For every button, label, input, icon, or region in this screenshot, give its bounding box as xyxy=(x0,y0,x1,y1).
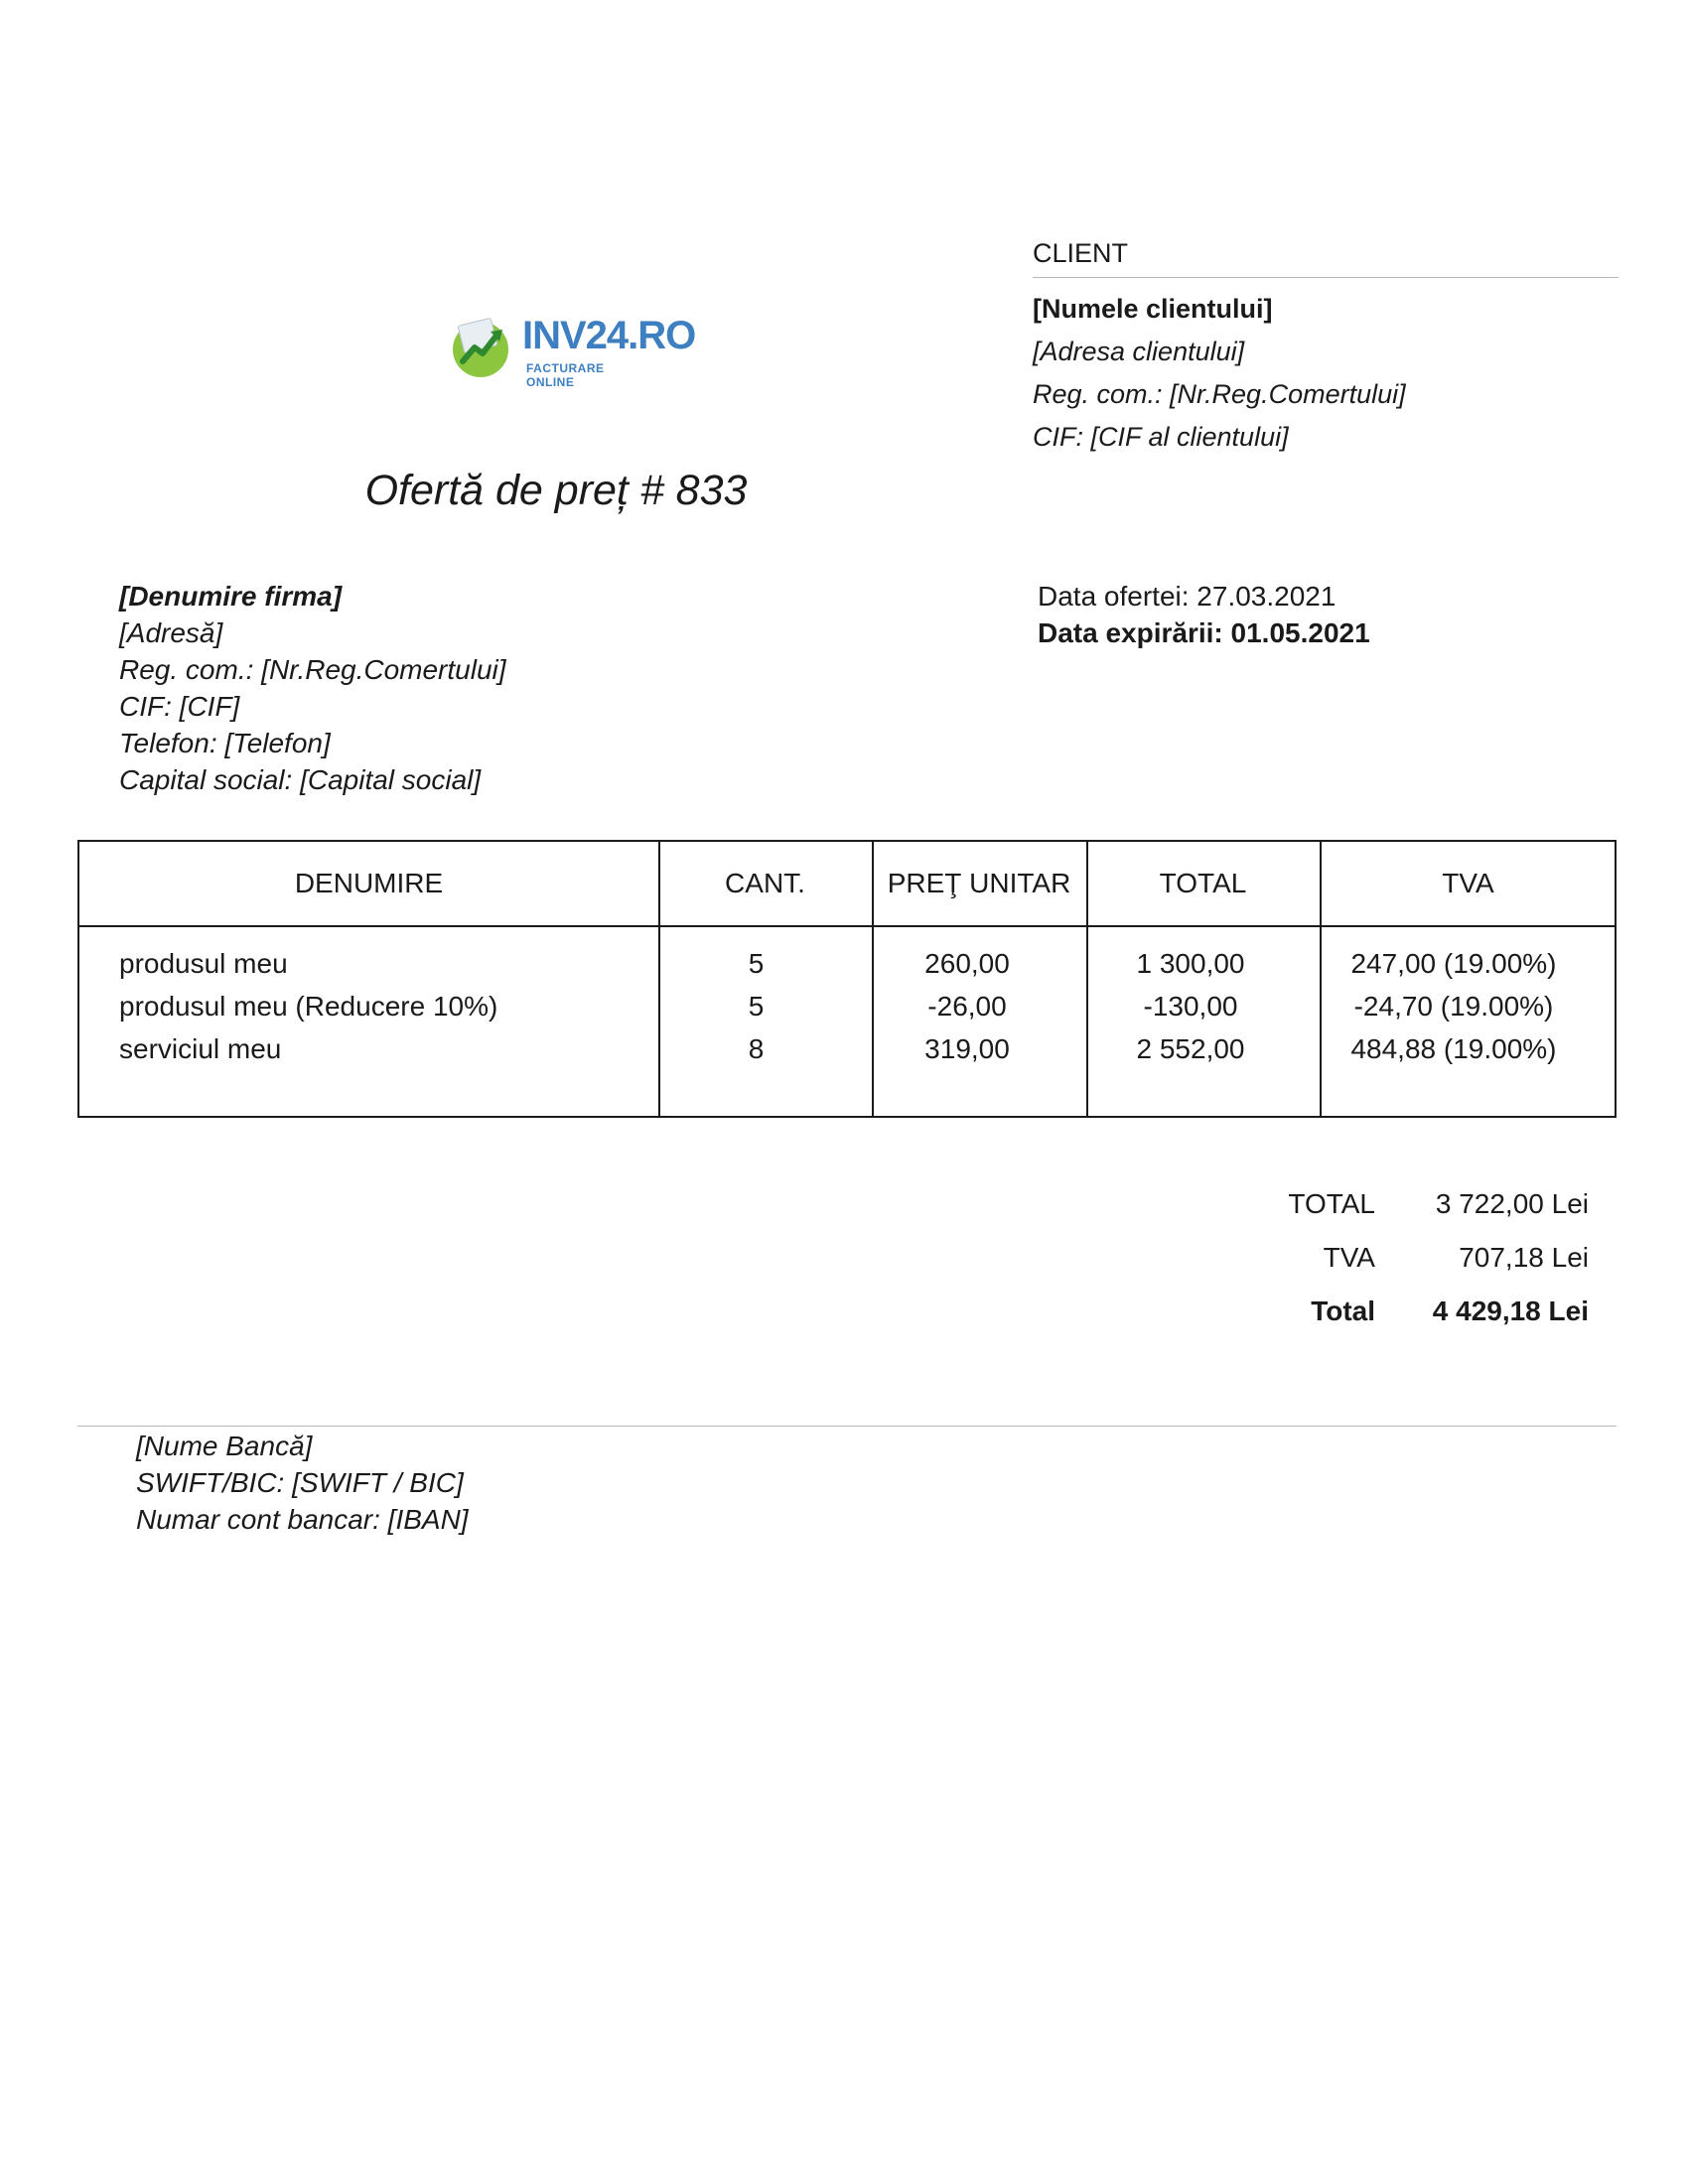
company-cif: CIF: [CIF] xyxy=(119,691,240,722)
company-logo xyxy=(447,308,696,389)
header-cant: CANT. xyxy=(725,868,805,898)
row-1-name: produsul meu xyxy=(119,948,288,979)
row-1-qty: 5 xyxy=(748,948,765,979)
bank-name: [Nume Bancă] xyxy=(136,1431,313,1461)
header-tva: TVA xyxy=(1442,868,1494,898)
table-header-divider xyxy=(79,925,1615,927)
totals-summary xyxy=(1092,1177,1589,1338)
company-block xyxy=(119,578,506,798)
summary-total-label: TOTAL xyxy=(1288,1188,1375,1219)
row-3-total: 2 552,00 xyxy=(1136,1033,1245,1064)
header-pret-unitar: PREŢ UNITAR xyxy=(887,868,1071,898)
row-3-qty: 8 xyxy=(748,1033,765,1064)
offer-dates xyxy=(1038,578,1370,651)
row-1-vat: 247,00 (19.00%) xyxy=(1350,948,1557,979)
row-2-vat: -24,70 (19.00%) xyxy=(1353,991,1554,1022)
summary-total-value: 3 722,00 Lei xyxy=(1435,1188,1589,1219)
row-3-name: serviciul meu xyxy=(119,1033,282,1064)
offer-date: Data ofertei: 27.03.2021 xyxy=(1038,581,1336,612)
client-name: [Numele clientului] xyxy=(1033,294,1273,324)
summary-grand-value: 4 429,18 Lei xyxy=(1432,1296,1589,1326)
client-address: [Adresa clientului] xyxy=(1033,337,1245,366)
company-address: [Adresă] xyxy=(119,617,223,648)
client-cif: CIF: [CIF al clientului] xyxy=(1033,422,1289,452)
row-1-unit-price: 260,00 xyxy=(924,948,1010,979)
row-2-qty: 5 xyxy=(748,991,765,1022)
summary-vat-value: 707,18 Lei xyxy=(1459,1242,1589,1273)
summary-vat-label: TVA xyxy=(1323,1242,1375,1273)
client-header: CLIENT xyxy=(1033,238,1618,278)
company-capital: Capital social: [Capital social] xyxy=(119,764,482,795)
summary-vat-row xyxy=(1092,1231,1589,1285)
footer-divider xyxy=(77,1426,1617,1427)
company-reg-com: Reg. com.: [Nr.Reg.Comertului] xyxy=(119,654,506,685)
logo-icon xyxy=(447,312,516,381)
row-3-unit-price: 319,00 xyxy=(924,1033,1010,1064)
summary-total-row xyxy=(1092,1177,1589,1231)
summary-grand-label: Total xyxy=(1311,1296,1375,1326)
expiry-date: Data expirării: 01.05.2021 xyxy=(1038,617,1370,648)
row-2-unit-price: -26,00 xyxy=(927,991,1007,1022)
document-title: Ofertă de preț # 833 xyxy=(364,467,748,514)
client-block xyxy=(1033,238,1618,459)
summary-grand-row xyxy=(1092,1285,1589,1338)
row-2-name: produsul meu (Reducere 10%) xyxy=(119,991,498,1022)
row-2-total: -130,00 xyxy=(1143,991,1238,1022)
items-table xyxy=(77,840,1617,1118)
bank-details xyxy=(136,1428,469,1538)
row-1-total: 1 300,00 xyxy=(1136,948,1245,979)
bank-account: Numar cont bancar: [IBAN] xyxy=(136,1504,469,1535)
header-total: TOTAL xyxy=(1159,868,1247,898)
logo-brand-text: INV24.RO xyxy=(522,314,696,357)
bank-swift: SWIFT/BIC: [SWIFT / BIC] xyxy=(136,1467,464,1498)
logo-tagline: FACTURARE ONLINE xyxy=(526,361,605,389)
client-reg-com: Reg. com.: [Nr.Reg.Comertului] xyxy=(1033,379,1406,409)
company-phone: Telefon: [Telefon] xyxy=(119,728,331,758)
company-name: [Denumire firma] xyxy=(119,581,343,612)
header-denumire: DENUMIRE xyxy=(294,868,444,898)
row-3-vat: 484,88 (19.00%) xyxy=(1350,1033,1557,1064)
